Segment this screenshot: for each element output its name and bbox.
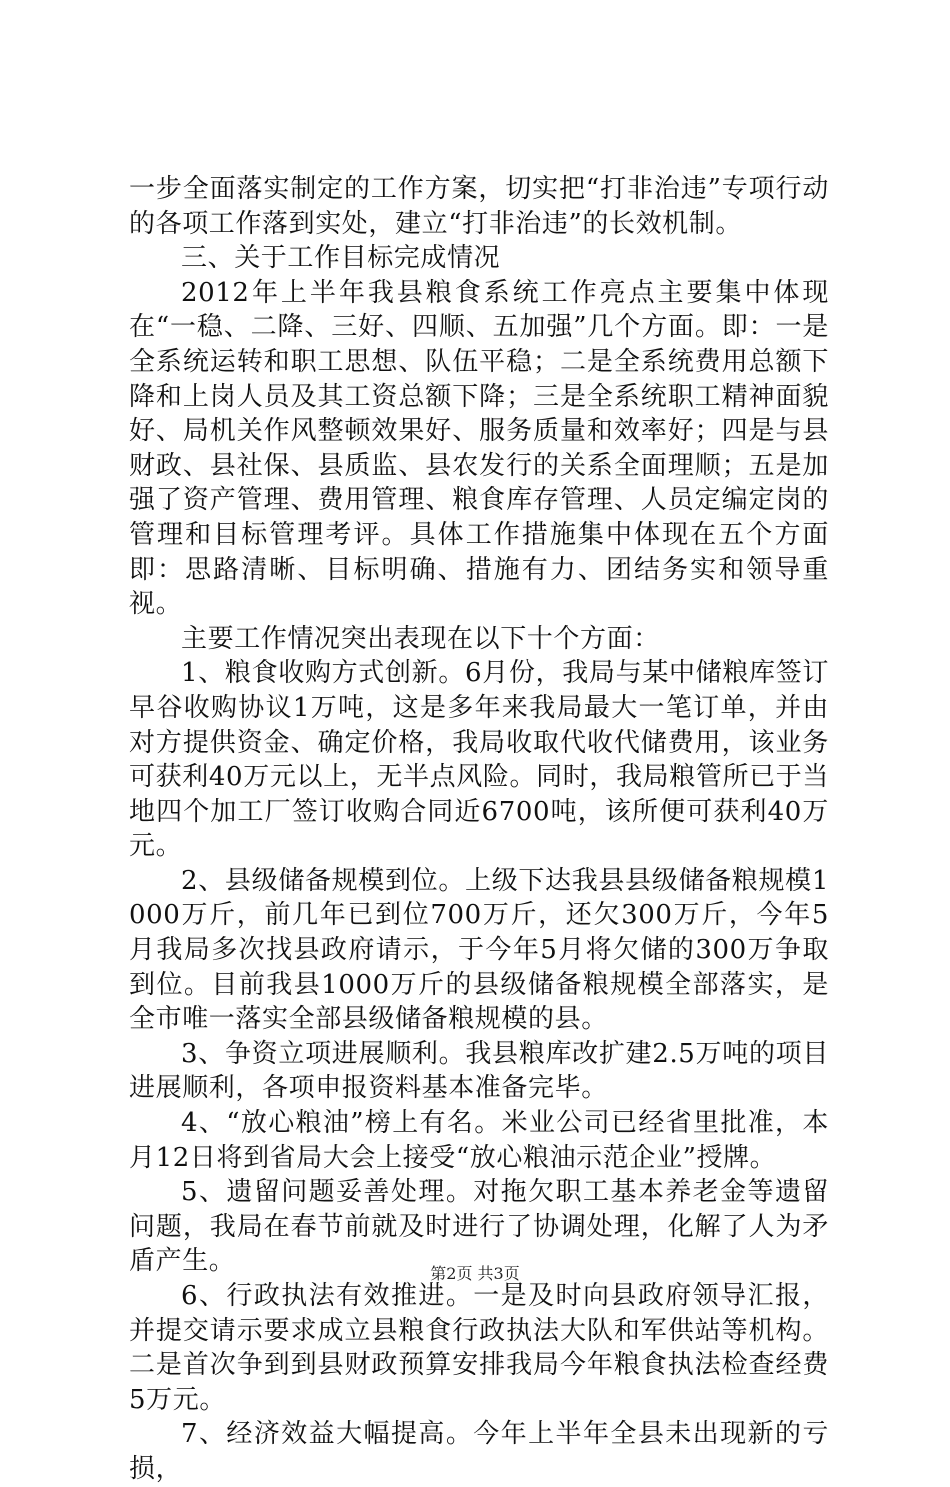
paragraph-item-3: 3、争资立项进展顺利。我县粮库改扩建2.5万吨的项目进展顺利，各项申报资料基本准备完毕。 bbox=[129, 1038, 829, 1104]
document-body bbox=[129, 172, 829, 1487]
section-heading: 三、关于工作目标完成情况 bbox=[181, 243, 501, 274]
paragraph-item-2: 2、县级储备规模到位。上级下达我县县级储备粮规模1000万斤，前几年已到位700万斤，还欠300万斤，今年5月我局多次找县政府请示，于今年5月将欠储的300万争取到位。目前我县1000万斤的县级储备粮规模全部落实，是全市唯一落实全部县级储备粮规模的县。 bbox=[129, 865, 829, 1035]
paragraph-item-5: 5、遗留问题妥善处理。对拖欠职工基本养老金等遗留问题，我局在春节前就及时进行了协调处理，化解了人为矛盾产生。 bbox=[129, 1177, 829, 1277]
paragraph-item-7: 7、经济效益大幅提高。今年上半年全县未出现新的亏损， bbox=[129, 1419, 829, 1484]
paragraph-intro: 主要工作情况突出表现在以下十个方面： bbox=[181, 623, 660, 654]
page-footer: 第2页 共3页 bbox=[430, 1264, 520, 1283]
paragraph-summary: 2012年上半年我县粮食系统工作亮点主要集中体现在“一稳、二降、三好、四顺、五加强”几个方面。即：一是全系统运转和职工思想、队伍平稳；二是全系统费用总额下降和上岗人员及其工资总额下降；三是全系统职工精神面貌好、局机关作风整顿效果好、服务质量和效率好；四是与县财政、县社保、县质监、县农发行的关系全面理顺；五是加强了资产管理、费用管理、粮食库存管理、人员定编定岗的管理和目标管理考评。具体工作措施集中体现在五个方面即：思路清晰、目标明确、措施有力、团结务实和领导重视。 bbox=[129, 277, 829, 620]
paragraph-continuation: 一步全面落实制定的工作方案，切实把“打非治违”专项行动的各项工作落到实处，建立“打非治违”的长效机制。 bbox=[129, 174, 829, 239]
paragraph-item-4: 4、“放心粮油”榜上有名。米业公司已经省里批准，本月12日将到省局大会上接受“放心粮油示范企业”授牌。 bbox=[129, 1108, 829, 1173]
paragraph-item-6: 6、行政执法有效推进。一是及时向县政府领导汇报，并提交请示要求成立县粮食行政执法大队和军供站等机构。二是首次争到到县财政预算安排我局今年粮食执法检查经费5万元。 bbox=[129, 1281, 829, 1415]
paragraph-item-1: 1、粮食收购方式创新。6月份，我局与某中储粮库签订早谷收购协议1万吨，这是多年来我局最大一笔订单，并由对方提供资金、确定价格，我局收取代收代储费用，该业务可获利40万元以上，无半点风险。同时，我局粮管所已于当地四个加工厂签订收购合同近6700吨，该所便可获利40万元。 bbox=[129, 658, 829, 862]
